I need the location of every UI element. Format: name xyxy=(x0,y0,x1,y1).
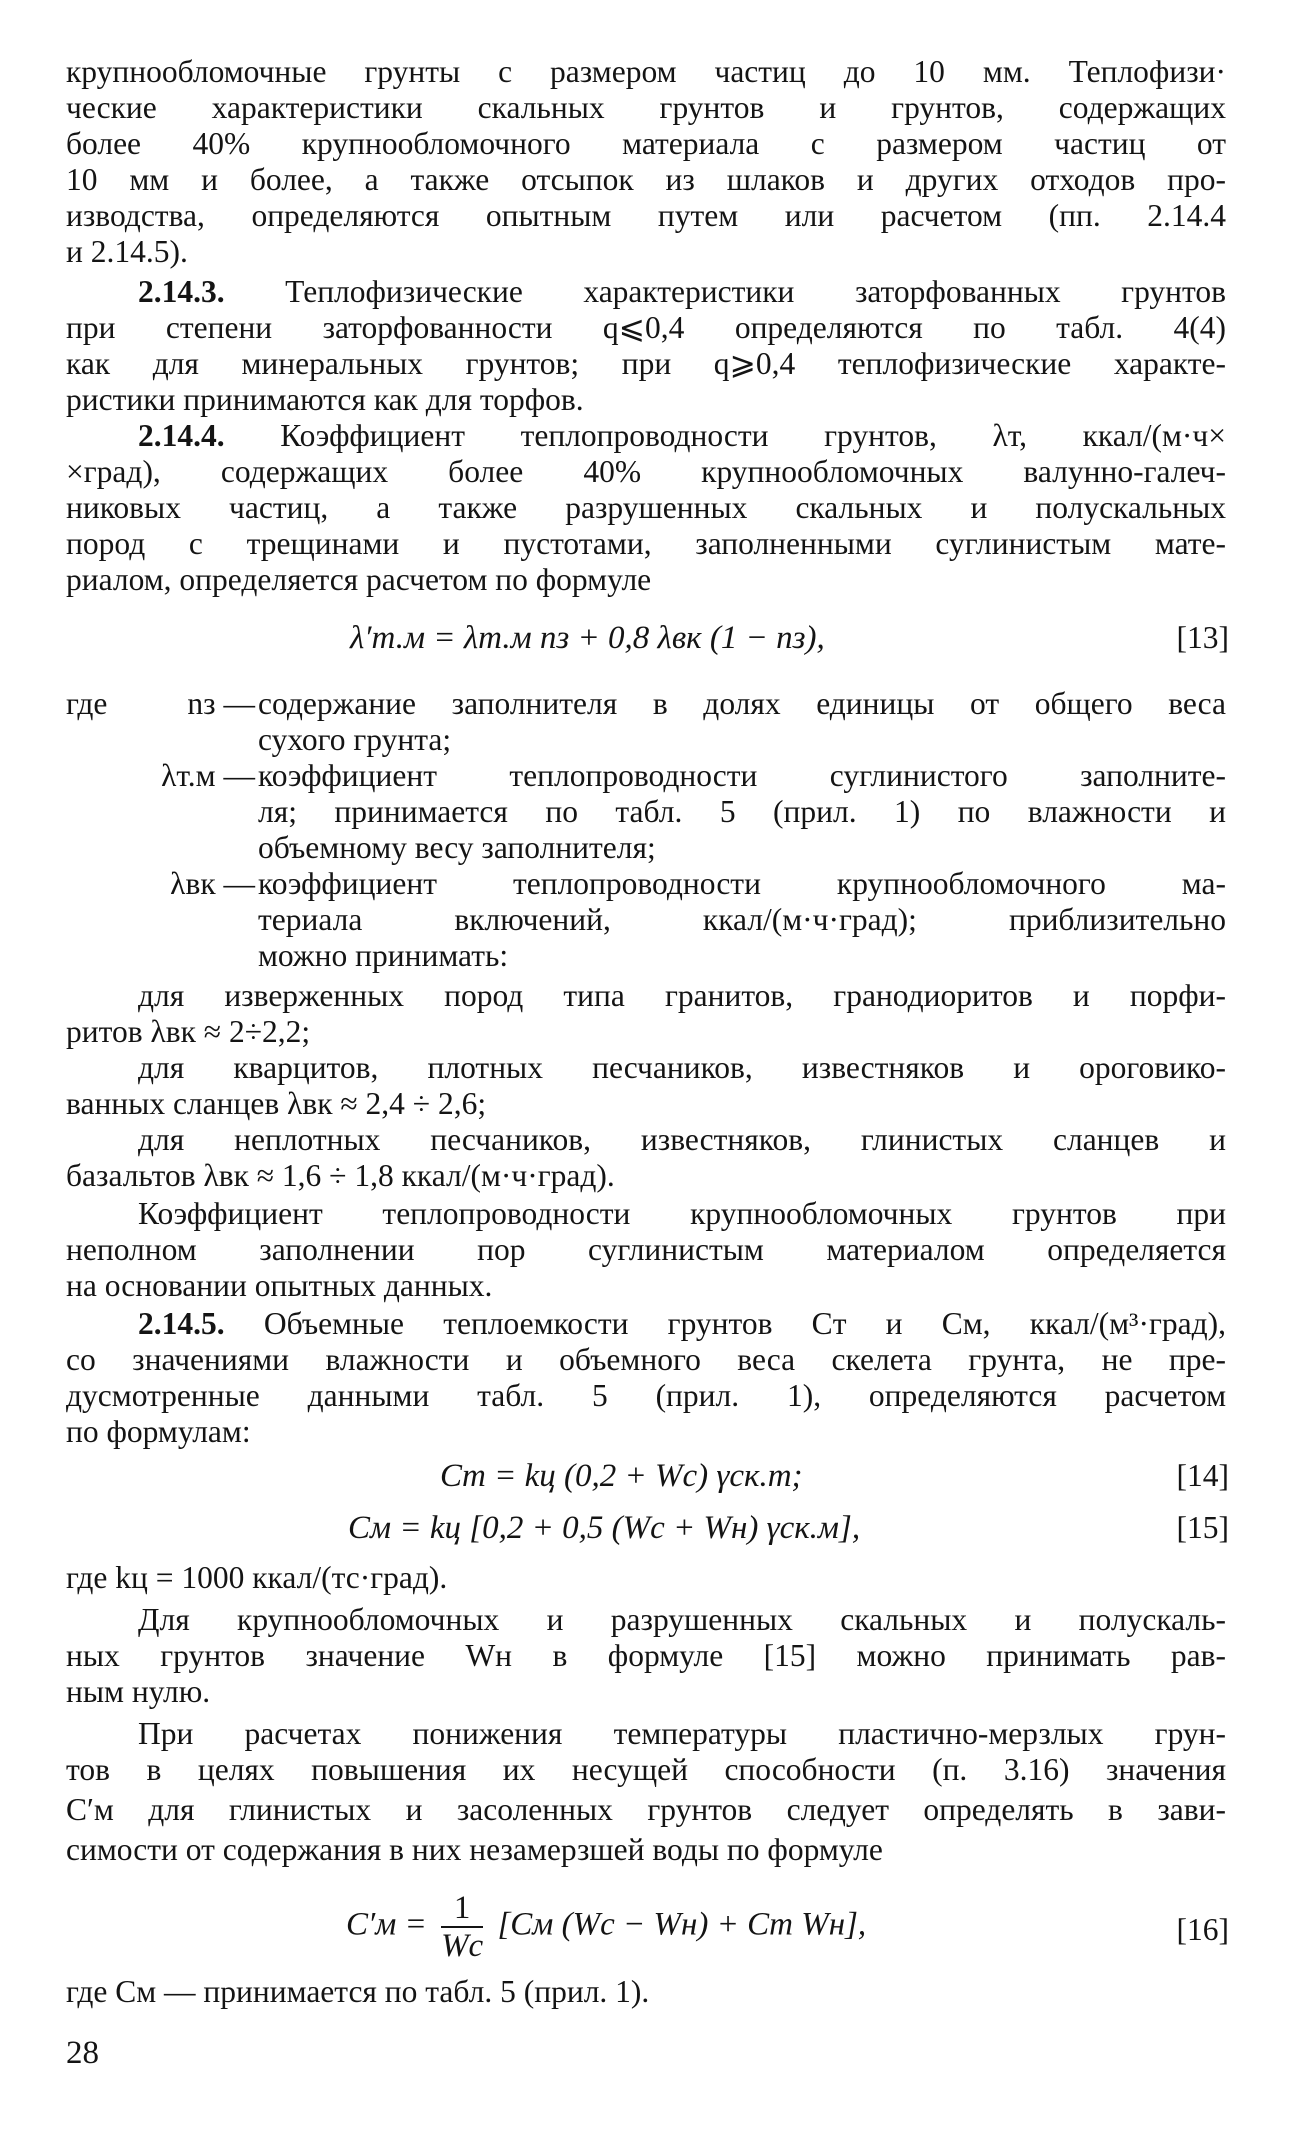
definition-line: можно принимать: xyxy=(258,938,509,973)
text-line: При расчетах понижения температуры пластично-мерзлых грун- xyxy=(138,1716,1226,1751)
equation-number: [14] xyxy=(1176,1458,1229,1493)
text-line: ванных сланцев λвк ≈ 2,4 ÷ 2,6; xyxy=(66,1086,487,1121)
text-line: где Cм — принимается по табл. 5 (прил. 1). xyxy=(66,1974,650,2009)
text-line: на основании опытных данных. xyxy=(66,1268,493,1303)
text-line: Теплофизические характеристики заторфованных грунтов xyxy=(285,274,1227,309)
text-line: пород с трещинами и пустотами, заполненными суглинистым мате- xyxy=(66,526,1226,561)
text-line: 10 мм и более, а также отсыпок из шлаков и других отходов про- xyxy=(66,162,1226,197)
formula-rhs: [Cм (Wс − Wн) + Cт Wн], xyxy=(497,1906,867,1943)
text-line: симости от содержания в них незамерзшей воды по формуле xyxy=(66,1832,883,1867)
text-line: Объемные теплоемкости грунтов Cт и Cм, ккал/(м³·град), xyxy=(263,1306,1226,1341)
definition-line: содержание заполнителя в долях единицы от общего веса xyxy=(258,686,1226,721)
text-line: тов в целях повышения их несущей способности (п. 3.16) значения xyxy=(66,1752,1226,1787)
section-number: 2.14.3. xyxy=(138,274,225,309)
definition-term: λвк — xyxy=(170,866,255,901)
text-line: где kц = 1000 ккал/(тс·град). xyxy=(66,1560,448,1595)
definition-term: nз — xyxy=(187,686,255,721)
text-line: со значениями влажности и объемного веса скелета грунта, не пре- xyxy=(66,1342,1226,1377)
text-line: Коэффициент теплопроводности грунтов, λт, ккал/(м·ч× xyxy=(280,418,1226,453)
text-line: ческие характеристики скальных грунтов и грунтов, содержащих xyxy=(66,90,1226,125)
definition-line: объемному весу заполнителя; xyxy=(258,830,656,865)
where-label: где xyxy=(66,686,108,721)
text-line: неполном заполнении пор суглинистым материалом определяется xyxy=(66,1232,1226,1267)
text-line: никовых частиц, а также разрушенных скальных и полускальных xyxy=(66,490,1226,525)
section-number: 2.14.4. xyxy=(138,418,225,453)
section-number: 2.14.5. xyxy=(138,1306,225,1341)
definition-line: ля; принимается по табл. 5 (прил. 1) по влажности и xyxy=(258,794,1226,829)
formula-16 xyxy=(346,1890,866,1964)
section-line xyxy=(138,1306,1226,1342)
formula-15: Cм = kц [0,2 + 0,5 (Wс + Wн) γск.м], xyxy=(348,1510,861,1546)
text-line: Для крупнообломочных и разрушенных скальных и полускаль- xyxy=(138,1602,1226,1637)
text-line: ристики принимаются как для торфов. xyxy=(66,382,584,417)
text-line: ным нулю. xyxy=(66,1674,211,1709)
text-line: для кварцитов, плотных песчаников, известняков и ороговико- xyxy=(138,1050,1226,1085)
text-line: дусмотренные данными табл. 5 (прил. 1), определяются расчетом xyxy=(66,1378,1226,1413)
text-line: ных грунтов значение Wн в формуле [15] можно принимать рав- xyxy=(66,1638,1226,1673)
text-line: при степени заторфованности q⩽0,4 определяются по табл. 4(4) xyxy=(66,310,1226,345)
text-line: ритов λвк ≈ 2÷2,2; xyxy=(66,1014,311,1049)
definition-term: λт.м — xyxy=(161,758,255,793)
equation-number: [16] xyxy=(1176,1912,1229,1947)
definition-line: коэффициент теплопроводности суглинистого заполните- xyxy=(258,758,1226,793)
text-line: риалом, определяется расчетом по формуле xyxy=(66,562,652,597)
definition-line: коэффициент теплопроводности крупнообломочного ма- xyxy=(258,866,1226,901)
text-line: по формулам: xyxy=(66,1414,251,1449)
definition-line: сухого грунта; xyxy=(258,722,452,757)
definition-line: териала включений, ккал/(м·ч·град); приблизительно xyxy=(258,902,1226,937)
text-line: крупнообломочные грунты с размером частиц до 10 мм. Теплофизи· xyxy=(66,54,1226,89)
formula-lhs: C′м = xyxy=(346,1906,427,1943)
equation-number: [15] xyxy=(1176,1510,1229,1545)
text-line: базальтов λвк ≈ 1,6 ÷ 1,8 ккал/(м·ч·град). xyxy=(66,1158,615,1193)
text-line: C′м для глинистых и засоленных грунтов следует определять в зави- xyxy=(66,1792,1226,1827)
equation-number: [13] xyxy=(1176,620,1229,655)
fraction xyxy=(441,1890,483,1964)
section-line xyxy=(138,418,1226,454)
text-line: Коэффициент теплопроводности крупнообломочных грунтов при xyxy=(138,1196,1226,1231)
text-line: более 40% крупнообломочного материала с размером частиц от xyxy=(66,126,1226,161)
fraction-denominator: Wс xyxy=(441,1928,484,1964)
page-number: 28 xyxy=(66,2035,99,2071)
text-line: изводства, определяются опытным путем или расчетом (пп. 2.14.4 xyxy=(66,198,1226,233)
text-line: для изверженных пород типа гранитов, гранодиоритов и порфи- xyxy=(138,978,1226,1013)
text-line: ×град), содержащих более 40% крупнообломочных валунно-галеч- xyxy=(66,454,1226,489)
text-line: как для минеральных грунтов; при q⩾0,4 теплофизические характе- xyxy=(66,346,1226,381)
formula-14: Cт = kц (0,2 + Wс) γск.т; xyxy=(440,1458,803,1494)
fraction-numerator: 1 xyxy=(441,1890,483,1928)
text-line: для неплотных песчаников, известняков, глинистых сланцев и xyxy=(138,1122,1226,1157)
section-line xyxy=(138,274,1226,310)
text-line: и 2.14.5). xyxy=(66,234,188,269)
formula-13: λ′т.м = λт.м nз + 0,8 λвк (1 − nз), xyxy=(350,620,825,656)
